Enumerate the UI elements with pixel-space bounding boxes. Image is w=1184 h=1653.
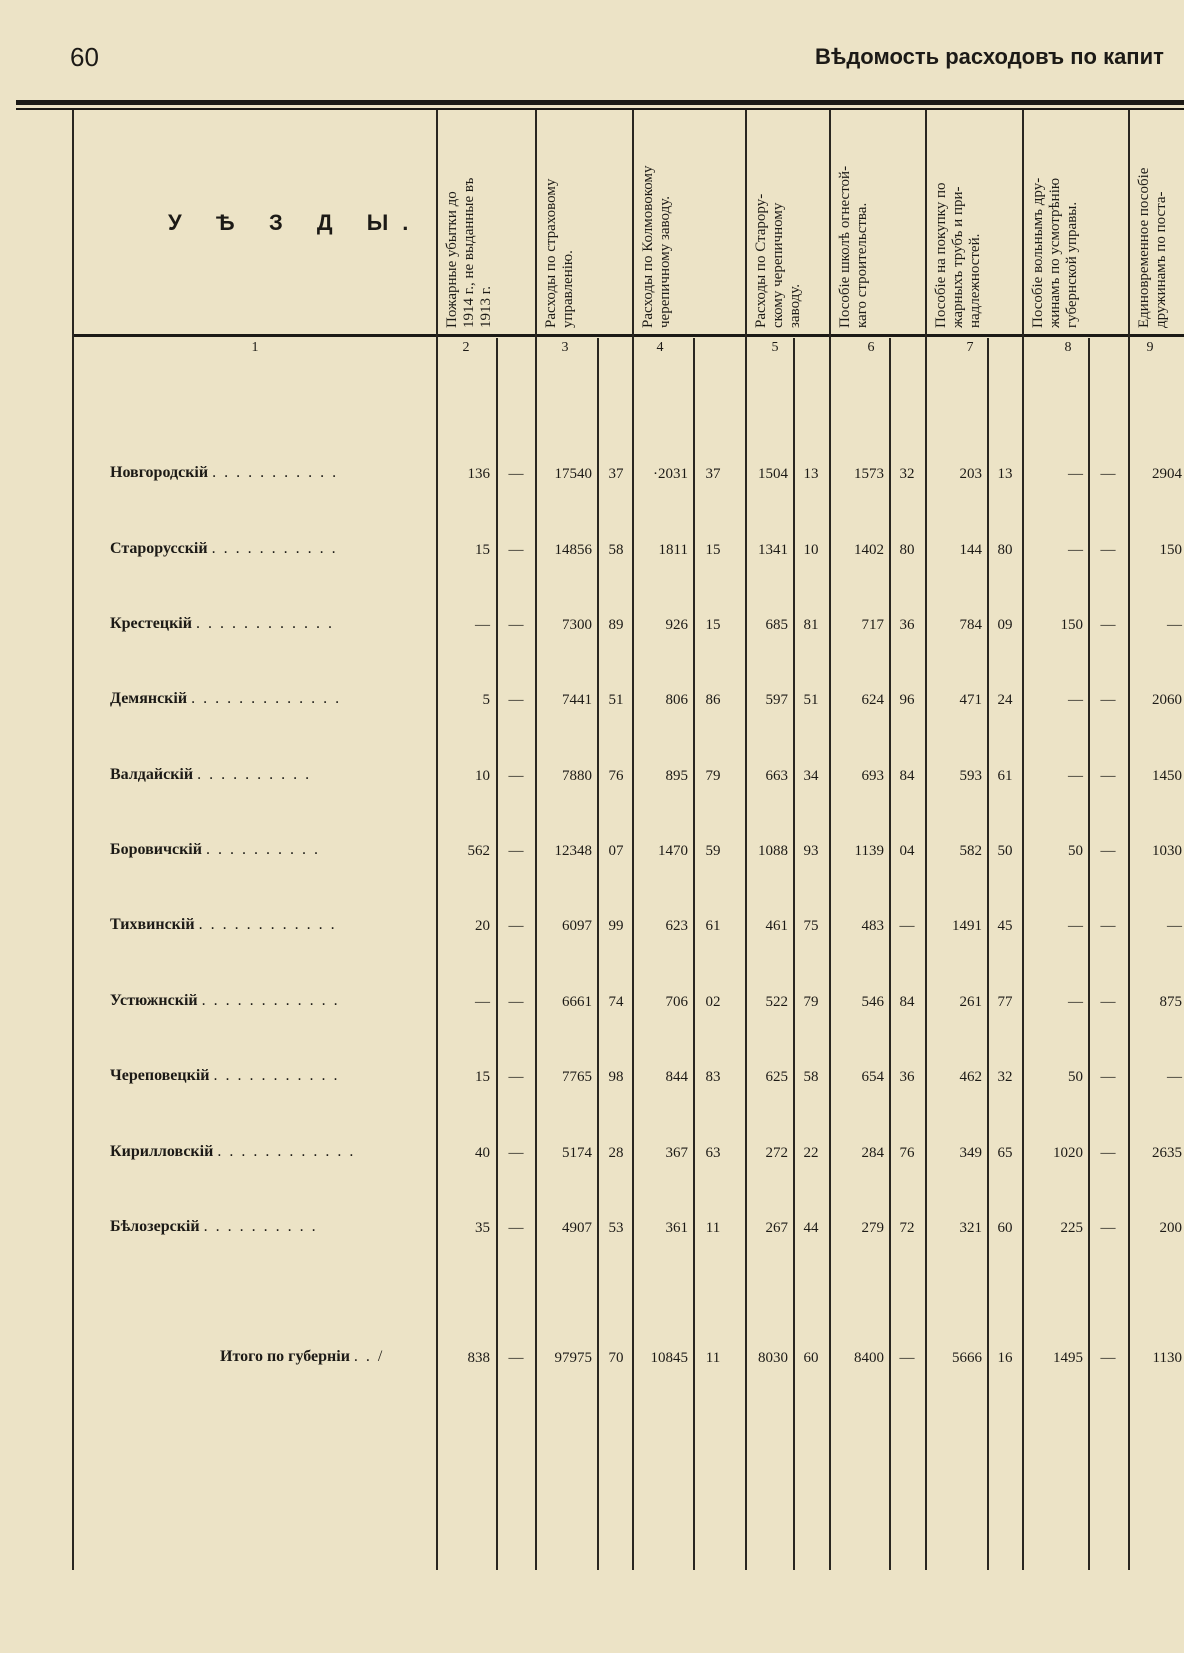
- value-cell: 582: [959, 843, 982, 859]
- value-cell: 844: [665, 1069, 688, 1085]
- value-cell: 1139: [854, 843, 884, 859]
- value-cell: 59: [705, 843, 721, 859]
- subcolumn-divider: [597, 338, 599, 1570]
- leader-dots: . . . . . . . . . .: [203, 1218, 318, 1235]
- value-cell: 1088: [758, 843, 788, 859]
- value-cell: 09: [997, 617, 1013, 633]
- column-header-line: каго строительства.: [854, 202, 870, 328]
- value-cell: 200: [1159, 1220, 1182, 1236]
- column-header-line: черепичному заводу.: [657, 196, 673, 328]
- value-cell: 86: [705, 692, 721, 708]
- leader-dots: . . /: [353, 1348, 385, 1365]
- uezd-name: Череповецкій: [110, 1067, 210, 1084]
- column-header-5: [753, 118, 804, 328]
- value-cell: —: [508, 466, 524, 482]
- column-header-6: [837, 118, 895, 328]
- value-cell: 89: [608, 617, 624, 633]
- value-cell: 1402: [854, 542, 884, 558]
- value-cell: —: [475, 617, 490, 633]
- value-cell: 1495: [1053, 1350, 1083, 1366]
- value-cell: 279: [861, 1220, 884, 1236]
- column-header-9: [1136, 118, 1184, 328]
- subcolumn-divider: [496, 338, 498, 1570]
- value-cell: —: [1100, 692, 1116, 708]
- top-rule-thin: [16, 108, 1184, 110]
- page-number: 60: [70, 42, 99, 72]
- value-cell: 1030: [1152, 843, 1182, 859]
- column-header-line: жинамъ по усмотрѣнію: [1047, 177, 1063, 328]
- value-cell: 875: [1159, 994, 1182, 1010]
- column-header-line: надлежностей.: [967, 233, 983, 328]
- value-cell: 77: [997, 994, 1013, 1010]
- value-cell: 8030: [758, 1350, 788, 1366]
- value-cell: —: [1100, 542, 1116, 558]
- value-cell: 58: [608, 542, 624, 558]
- value-cell: 72: [899, 1220, 915, 1236]
- value-cell: 7880: [562, 768, 592, 784]
- value-cell: 10: [803, 542, 819, 558]
- value-cell: —: [508, 1069, 524, 1085]
- subcolumn-divider: [889, 338, 891, 1570]
- value-cell: 80: [899, 542, 915, 558]
- value-cell: 5174: [562, 1145, 592, 1161]
- value-cell: 806: [665, 692, 688, 708]
- column-header-line: Расходы по Колмовокому: [640, 165, 656, 328]
- value-cell: 10: [475, 768, 490, 784]
- value-cell: 84: [899, 768, 915, 784]
- value-cell: 51: [608, 692, 624, 708]
- column-header-2: [444, 118, 495, 328]
- leader-dots: . . . . . . . . . . . . .: [191, 690, 342, 707]
- value-cell: 367: [665, 1145, 688, 1161]
- value-cell: 15: [705, 542, 721, 558]
- uezd-name-cell: [110, 1143, 430, 1161]
- value-cell: 80: [997, 542, 1013, 558]
- value-cell: 24: [997, 692, 1013, 708]
- value-cell: 7441: [562, 692, 592, 708]
- value-cell: 926: [665, 617, 688, 633]
- value-cell: 76: [899, 1145, 915, 1161]
- value-cell: 04: [899, 843, 915, 859]
- value-cell: 32: [997, 1069, 1013, 1085]
- value-cell: —: [899, 1350, 915, 1366]
- value-cell: 261: [959, 994, 982, 1010]
- uezd-name: Бѣлозерскій: [110, 1218, 200, 1235]
- value-cell: 483: [861, 918, 884, 934]
- value-cell: 593: [959, 768, 982, 784]
- value-cell: —: [1100, 1069, 1116, 1085]
- value-cell: 462: [959, 1069, 982, 1085]
- column-header-line: Единовременное пособіе: [1136, 167, 1152, 328]
- value-cell: 321: [959, 1220, 982, 1236]
- value-cell: —: [508, 692, 524, 708]
- value-cell: 36: [899, 1069, 915, 1085]
- value-cell: 35: [475, 1220, 490, 1236]
- uezd-name-cell: [110, 690, 430, 708]
- column-header-8: [1030, 118, 1081, 328]
- value-cell: 16: [997, 1350, 1013, 1366]
- value-cell: —: [508, 843, 524, 859]
- value-cell: 7300: [562, 617, 592, 633]
- value-cell: 12348: [554, 843, 592, 859]
- value-cell: —: [508, 542, 524, 558]
- value-cell: 61: [705, 918, 721, 934]
- value-cell: 65: [997, 1145, 1013, 1161]
- value-cell: —: [1167, 918, 1182, 934]
- column-header-line: Пособіе вольнымъ дру-: [1030, 177, 1046, 328]
- value-cell: 562: [467, 843, 490, 859]
- value-cell: —: [1100, 918, 1116, 934]
- column-header-4: [640, 118, 698, 328]
- value-cell: 597: [765, 692, 788, 708]
- column-header-line: заводу.: [787, 283, 803, 328]
- column-header-line: Расходы по Старору-: [753, 193, 769, 328]
- uezd-name-cell: [110, 1218, 430, 1236]
- column-number: 9: [1146, 340, 1154, 355]
- column-header-3: [543, 118, 601, 328]
- value-cell: 150: [1060, 617, 1083, 633]
- value-cell: 70: [608, 1350, 624, 1366]
- value-cell: 15: [705, 617, 721, 633]
- value-cell: 60: [803, 1350, 819, 1366]
- leader-dots: . . . . . . . . . . .: [213, 1067, 340, 1084]
- value-cell: 63: [705, 1145, 721, 1161]
- column-number: 7: [966, 340, 974, 355]
- value-cell: —: [508, 1145, 524, 1161]
- column-number: 3: [561, 340, 569, 355]
- uezd-name: Кирилловскій: [110, 1143, 214, 1160]
- column-header-line: Пособіе школѣ огнестой-: [837, 165, 853, 328]
- uezd-name: Валдайскій: [110, 766, 194, 783]
- subcolumn-divider: [693, 338, 695, 1570]
- value-cell: 1470: [658, 843, 688, 859]
- column-number: 1: [251, 340, 259, 355]
- value-cell: 51: [803, 692, 819, 708]
- value-cell: —: [1068, 768, 1083, 784]
- leader-dots: . . . . . . . . . . . .: [195, 615, 334, 632]
- value-cell: —: [508, 768, 524, 784]
- value-cell: 13: [997, 466, 1013, 482]
- value-cell: 2904: [1152, 466, 1182, 482]
- value-cell: 79: [705, 768, 721, 784]
- uezdy-heading: У Ѣ З Д Ы.: [168, 210, 423, 235]
- uezd-name: Новгородскій: [110, 464, 209, 481]
- value-cell: 32: [899, 466, 915, 482]
- column-header-line: Пожарные убытки до: [444, 191, 460, 328]
- value-cell: 96: [899, 692, 915, 708]
- column-header-line: управленію.: [560, 250, 576, 328]
- leader-dots: . . . . . . . . . . . .: [201, 992, 340, 1009]
- value-cell: —: [1100, 1350, 1116, 1366]
- value-cell: 60: [997, 1220, 1013, 1236]
- value-cell: 267: [765, 1220, 788, 1236]
- value-cell: 1020: [1053, 1145, 1083, 1161]
- value-cell: 284: [861, 1145, 884, 1161]
- value-cell: —: [1167, 617, 1182, 633]
- value-cell: 663: [765, 768, 788, 784]
- value-cell: 50: [1068, 843, 1083, 859]
- value-cell: 1491: [952, 918, 982, 934]
- value-cell: 74: [608, 994, 624, 1010]
- value-cell: 34: [803, 768, 819, 784]
- value-cell: 546: [861, 994, 884, 1010]
- value-cell: 50: [997, 843, 1013, 859]
- value-cell: 37: [608, 466, 624, 482]
- value-cell: —: [508, 994, 524, 1010]
- value-cell: —: [1100, 466, 1116, 482]
- value-cell: —: [508, 1350, 524, 1366]
- uezd-name-cell: [110, 540, 430, 558]
- value-cell: 15: [475, 1069, 490, 1085]
- value-cell: 45: [997, 918, 1013, 934]
- value-cell: 14856: [554, 542, 592, 558]
- value-cell: —: [475, 994, 490, 1010]
- value-cell: 361: [665, 1220, 688, 1236]
- value-cell: 5666: [952, 1350, 982, 1366]
- value-cell: 28: [608, 1145, 624, 1161]
- value-cell: 61: [997, 768, 1013, 784]
- leader-dots: . . . . . . . . . . . .: [217, 1143, 356, 1160]
- value-cell: 8400: [854, 1350, 884, 1366]
- value-cell: —: [1068, 542, 1083, 558]
- column-header-7: [933, 118, 984, 328]
- column-header-line: 1914 г., не выданные въ: [461, 177, 477, 328]
- value-cell: —: [508, 918, 524, 934]
- column-number: 4: [656, 340, 664, 355]
- value-cell: —: [508, 617, 524, 633]
- column-header-line: 1913 г.: [478, 286, 494, 328]
- value-cell: —: [1100, 617, 1116, 633]
- value-cell: 6661: [562, 994, 592, 1010]
- column-number: 2: [462, 340, 470, 355]
- column-header-line: жарныхъ трубъ и при-: [950, 186, 966, 328]
- column-number: 6: [867, 340, 875, 355]
- value-cell: 02: [705, 994, 721, 1010]
- leader-dots: . . . . . . . . . . . .: [198, 916, 337, 933]
- value-cell: 50: [1068, 1069, 1083, 1085]
- value-cell: 99: [608, 918, 624, 934]
- value-cell: —: [899, 918, 915, 934]
- value-cell: —: [1100, 843, 1116, 859]
- value-cell: 53: [608, 1220, 624, 1236]
- value-cell: 693: [861, 768, 884, 784]
- leader-dots: . . . . . . . . . .: [205, 841, 320, 858]
- value-cell: —: [1068, 918, 1083, 934]
- value-cell: 1450: [1152, 768, 1182, 784]
- column-header-line: Расходы по страховому: [543, 178, 559, 328]
- value-cell: —: [1068, 466, 1083, 482]
- uezd-name: Демянскій: [110, 690, 188, 707]
- value-cell: 2060: [1152, 692, 1182, 708]
- leader-dots: . . . . . . . . . .: [197, 766, 312, 783]
- value-cell: 225: [1060, 1220, 1083, 1236]
- value-cell: 40: [475, 1145, 490, 1161]
- column-header-line: Пособіе на покупку по: [933, 182, 949, 328]
- value-cell: —: [1167, 1069, 1182, 1085]
- uezd-name: Крестецкій: [110, 615, 192, 632]
- value-cell: 136: [467, 466, 490, 482]
- value-cell: 83: [705, 1069, 721, 1085]
- column-number: 5: [771, 340, 779, 355]
- value-cell: 7765: [562, 1069, 592, 1085]
- value-cell: 461: [765, 918, 788, 934]
- uezd-name-cell: [110, 841, 430, 859]
- value-cell: 1341: [758, 542, 788, 558]
- value-cell: —: [1100, 994, 1116, 1010]
- value-cell: 1130: [1152, 1350, 1182, 1366]
- value-cell: 84: [899, 994, 915, 1010]
- value-cell: 22: [803, 1145, 819, 1161]
- value-cell: 522: [765, 994, 788, 1010]
- value-cell: 58: [803, 1069, 819, 1085]
- value-cell: 81: [803, 617, 819, 633]
- subcolumn-divider: [793, 338, 795, 1570]
- value-cell: 44: [803, 1220, 819, 1236]
- value-cell: 17540: [554, 466, 592, 482]
- value-cell: 150: [1159, 542, 1182, 558]
- value-cell: 1573: [854, 466, 884, 482]
- leader-dots: . . . . . . . . . . .: [211, 540, 338, 557]
- value-cell: 76: [608, 768, 624, 784]
- value-cell: 20: [475, 918, 490, 934]
- value-cell: 98: [608, 1069, 624, 1085]
- value-cell: 97975: [554, 1350, 592, 1366]
- value-cell: 6097: [562, 918, 592, 934]
- value-cell: 272: [765, 1145, 788, 1161]
- value-cell: 624: [861, 692, 884, 708]
- value-cell: —: [1068, 994, 1083, 1010]
- value-cell: 15: [475, 542, 490, 558]
- value-cell: 10845: [650, 1350, 688, 1366]
- uezd-name-cell: [110, 464, 430, 482]
- value-cell: 79: [803, 994, 819, 1010]
- value-cell: 203: [959, 466, 982, 482]
- value-cell: —: [1068, 692, 1083, 708]
- subcolumn-divider: [987, 338, 989, 1570]
- uezd-name: Старорусскій: [110, 540, 208, 557]
- value-cell: 623: [665, 918, 688, 934]
- value-cell: 784: [959, 617, 982, 633]
- column-header-line: дружинамъ по поста-: [1153, 191, 1169, 328]
- value-cell: 07: [608, 843, 624, 859]
- uezd-name-cell: [220, 1348, 430, 1366]
- uezd-name: Устюжнскій: [110, 992, 198, 1009]
- uezd-name-cell: [110, 766, 430, 784]
- uezd-name-cell: [110, 916, 430, 934]
- value-cell: 717: [861, 617, 884, 633]
- top-rule: [16, 100, 1184, 105]
- column-header-line: скому черепичному: [770, 202, 786, 328]
- value-cell: 5: [482, 692, 490, 708]
- value-cell: —: [1100, 1220, 1116, 1236]
- value-cell: 144: [959, 542, 982, 558]
- leader-dots: . . . . . . . . . . .: [212, 464, 339, 481]
- value-cell: 471: [959, 692, 982, 708]
- value-cell: 37: [705, 466, 721, 482]
- value-cell: 706: [665, 994, 688, 1010]
- column-number: 8: [1064, 340, 1072, 355]
- value-cell: 349: [959, 1145, 982, 1161]
- value-cell: 1811: [658, 542, 688, 558]
- value-cell: 13: [803, 466, 819, 482]
- value-cell: 36: [899, 617, 915, 633]
- value-cell: 895: [665, 768, 688, 784]
- value-cell: 4907: [562, 1220, 592, 1236]
- value-cell: —: [508, 1220, 524, 1236]
- value-cell: 1504: [758, 466, 788, 482]
- value-cell: 685: [765, 617, 788, 633]
- uezd-name: Тихвинскій: [110, 916, 195, 933]
- value-cell: 654: [861, 1069, 884, 1085]
- column-divider: [72, 110, 74, 1570]
- uezd-name-cell: [110, 1067, 430, 1085]
- value-cell: 75: [803, 918, 819, 934]
- value-cell: 2635: [1152, 1145, 1182, 1161]
- value-cell: 625: [765, 1069, 788, 1085]
- value-cell: 11: [705, 1220, 721, 1236]
- running-title: Вѣдомость расходовъ по капит: [815, 44, 1164, 69]
- column-header-line: губернской управы.: [1064, 201, 1080, 328]
- value-cell: ·2031: [653, 466, 688, 482]
- value-cell: 11: [705, 1350, 721, 1366]
- uezd-name: Боровичскій: [110, 841, 202, 858]
- uezd-name: Итого по губерніи: [220, 1348, 350, 1365]
- value-cell: —: [1100, 768, 1116, 784]
- value-cell: 93: [803, 843, 819, 859]
- subcolumn-divider: [1088, 338, 1090, 1570]
- header-rule: [72, 334, 1184, 337]
- value-cell: 838: [467, 1350, 490, 1366]
- uezd-name-cell: [110, 615, 430, 633]
- value-cell: —: [1100, 1145, 1116, 1161]
- uezd-name-cell: [110, 992, 430, 1010]
